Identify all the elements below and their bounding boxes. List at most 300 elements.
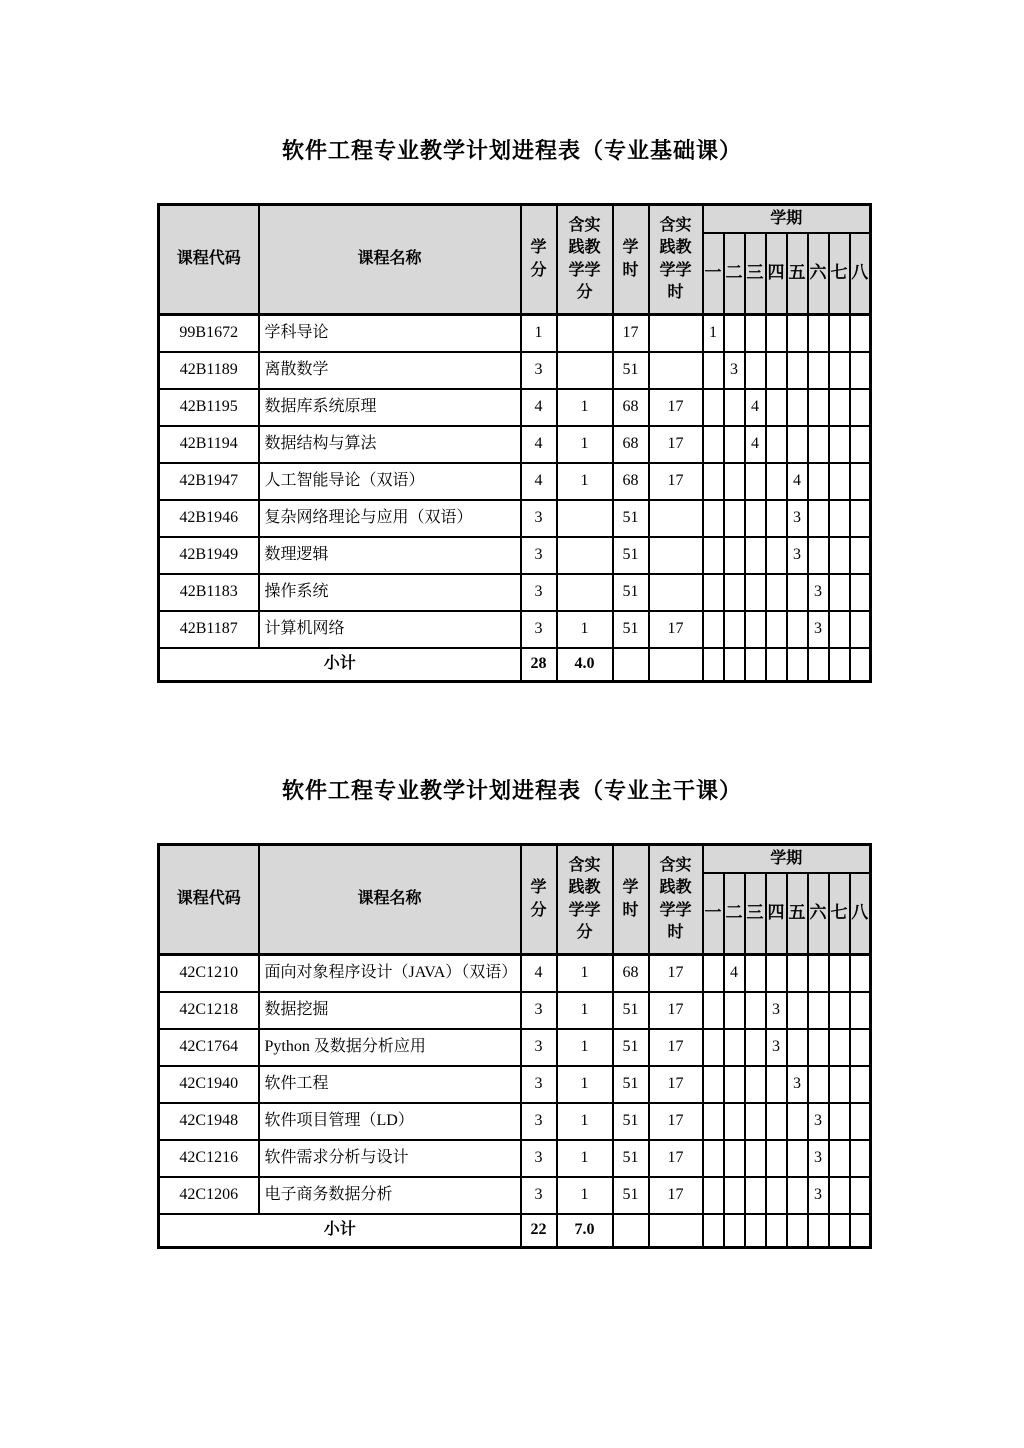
credits-cell: 3 bbox=[521, 574, 557, 611]
course-row bbox=[159, 1029, 871, 1066]
hours-cell: 51 bbox=[613, 1066, 649, 1103]
semester-5-cell: 3 bbox=[787, 1066, 808, 1103]
semester-1-cell bbox=[703, 352, 724, 389]
course-row bbox=[159, 537, 871, 574]
semester-6-cell: 3 bbox=[808, 574, 829, 611]
practice-credits-cell: 1 bbox=[557, 611, 613, 648]
semester-4-cell bbox=[766, 1177, 787, 1214]
course-name-cell: Python 及数据分析应用 bbox=[259, 1029, 521, 1066]
semester-3-cell bbox=[745, 1177, 766, 1214]
course-code-cell: 99B1672 bbox=[159, 315, 259, 352]
semester-4-cell bbox=[766, 611, 787, 648]
table-core-title: 软件工程专业教学计划进程表（专业主干课） bbox=[281, 778, 742, 803]
course-name-cell: 数理逻辑 bbox=[259, 537, 521, 574]
credits-cell: 3 bbox=[521, 1140, 557, 1177]
semester-8-cell bbox=[850, 1103, 871, 1140]
semester-6-cell: 3 bbox=[808, 1140, 829, 1177]
semester-1-cell bbox=[703, 1177, 724, 1214]
header-semester-4: 四 bbox=[766, 233, 787, 315]
hours-cell: 51 bbox=[613, 352, 649, 389]
course-name-cell: 面向对象程序设计（JAVA）（双语） bbox=[259, 955, 521, 992]
semester-3-cell: 4 bbox=[745, 426, 766, 463]
semester-2-cell bbox=[724, 537, 745, 574]
course-code-cell: 42C1218 bbox=[159, 992, 259, 1029]
semester-8-cell bbox=[850, 426, 871, 463]
course-name-cell: 软件工程 bbox=[259, 1066, 521, 1103]
semester-5-cell bbox=[787, 1029, 808, 1066]
subtotal-semester-8 bbox=[850, 648, 871, 682]
semester-2-cell bbox=[724, 1029, 745, 1066]
semester-4-cell bbox=[766, 315, 787, 352]
practice-hours-cell bbox=[649, 352, 703, 389]
semester-2-cell: 3 bbox=[724, 352, 745, 389]
semester-5-cell bbox=[787, 574, 808, 611]
subtotal-semester-6 bbox=[808, 1214, 829, 1248]
subtotal-semester-3 bbox=[745, 648, 766, 682]
practice-credits-cell: 1 bbox=[557, 1029, 613, 1066]
credits-cell: 3 bbox=[521, 537, 557, 574]
subtotal-credits: 22 bbox=[521, 1214, 557, 1248]
practice-credits-cell: 1 bbox=[557, 1177, 613, 1214]
semester-5-cell bbox=[787, 315, 808, 352]
course-row bbox=[159, 389, 871, 426]
semester-5-cell bbox=[787, 426, 808, 463]
header-row bbox=[159, 845, 871, 873]
course-name-cell: 数据库系统原理 bbox=[259, 389, 521, 426]
semester-6-cell bbox=[808, 463, 829, 500]
header-semester-group: 学期 bbox=[703, 845, 871, 873]
semester-7-cell bbox=[829, 1066, 850, 1103]
hours-cell: 51 bbox=[613, 611, 649, 648]
course-row bbox=[159, 315, 871, 352]
header-semester-6: 六 bbox=[808, 873, 829, 955]
header-row bbox=[159, 205, 871, 233]
practice-credits-cell: 1 bbox=[557, 992, 613, 1029]
header-practice-credits: 含实践教学学分 bbox=[557, 845, 613, 955]
course-row bbox=[159, 426, 871, 463]
semester-5-cell bbox=[787, 1177, 808, 1214]
course-name-cell: 数据挖掘 bbox=[259, 992, 521, 1029]
semester-3-cell bbox=[745, 1029, 766, 1066]
subtotal-semester-4 bbox=[766, 1214, 787, 1248]
semester-3-cell bbox=[745, 537, 766, 574]
semester-7-cell bbox=[829, 611, 850, 648]
course-row bbox=[159, 955, 871, 992]
semester-2-cell bbox=[724, 315, 745, 352]
practice-hours-cell: 17 bbox=[649, 389, 703, 426]
subtotal-practice-hours bbox=[649, 648, 703, 682]
semester-1-cell bbox=[703, 1103, 724, 1140]
semester-7-cell bbox=[829, 992, 850, 1029]
course-code-cell: 42C1216 bbox=[159, 1140, 259, 1177]
subtotal-label: 小计 bbox=[159, 648, 521, 682]
semester-4-cell bbox=[766, 426, 787, 463]
practice-credits-cell: 1 bbox=[557, 1066, 613, 1103]
header-course-name: 课程名称 bbox=[259, 205, 521, 315]
hours-cell: 51 bbox=[613, 1177, 649, 1214]
semester-7-cell bbox=[829, 463, 850, 500]
subtotal-semester-2 bbox=[724, 648, 745, 682]
semester-4-cell: 3 bbox=[766, 1029, 787, 1066]
semester-1-cell bbox=[703, 955, 724, 992]
table-basic-title: 软件工程专业教学计划进程表（专业基础课） bbox=[281, 138, 742, 163]
semester-2-cell bbox=[724, 574, 745, 611]
semester-1-cell bbox=[703, 426, 724, 463]
semester-4-cell bbox=[766, 1103, 787, 1140]
semester-4-cell bbox=[766, 463, 787, 500]
semester-7-cell bbox=[829, 315, 850, 352]
semester-7-cell bbox=[829, 1140, 850, 1177]
semester-6-cell: 3 bbox=[808, 1177, 829, 1214]
semester-2-cell bbox=[724, 611, 745, 648]
hours-cell: 51 bbox=[613, 574, 649, 611]
semester-4-cell: 3 bbox=[766, 992, 787, 1029]
practice-credits-cell bbox=[557, 574, 613, 611]
practice-hours-cell: 17 bbox=[649, 426, 703, 463]
hours-cell: 51 bbox=[613, 1140, 649, 1177]
course-code-cell: 42B1187 bbox=[159, 611, 259, 648]
semester-2-cell: 4 bbox=[724, 955, 745, 992]
course-row bbox=[159, 611, 871, 648]
semester-5-cell: 3 bbox=[787, 500, 808, 537]
subtotal-hours bbox=[613, 648, 649, 682]
credits-cell: 3 bbox=[521, 992, 557, 1029]
semester-8-cell bbox=[850, 611, 871, 648]
semester-7-cell bbox=[829, 955, 850, 992]
credits-cell: 3 bbox=[521, 1103, 557, 1140]
hours-cell: 68 bbox=[613, 389, 649, 426]
credits-cell: 3 bbox=[521, 1177, 557, 1214]
practice-credits-cell bbox=[557, 352, 613, 389]
header-course-name: 课程名称 bbox=[259, 845, 521, 955]
practice-hours-cell: 17 bbox=[649, 992, 703, 1029]
hours-cell: 51 bbox=[613, 500, 649, 537]
header-course-code: 课程代码 bbox=[159, 845, 259, 955]
header-hours: 学时 bbox=[613, 845, 649, 955]
header-semester-6: 六 bbox=[808, 233, 829, 315]
semester-1-cell bbox=[703, 611, 724, 648]
credits-cell: 4 bbox=[521, 955, 557, 992]
semester-7-cell bbox=[829, 426, 850, 463]
semester-8-cell bbox=[850, 1177, 871, 1214]
practice-credits-cell: 1 bbox=[557, 955, 613, 992]
course-row bbox=[159, 1066, 871, 1103]
semester-7-cell bbox=[829, 1103, 850, 1140]
semester-8-cell bbox=[850, 537, 871, 574]
semester-1-cell bbox=[703, 500, 724, 537]
course-code-cell: 42B1195 bbox=[159, 389, 259, 426]
practice-hours-cell bbox=[649, 315, 703, 352]
semester-8-cell bbox=[850, 463, 871, 500]
semester-3-cell bbox=[745, 352, 766, 389]
course-code-cell: 42C1764 bbox=[159, 1029, 259, 1066]
course-name-cell: 数据结构与算法 bbox=[259, 426, 521, 463]
course-code-cell: 42B1189 bbox=[159, 352, 259, 389]
semester-4-cell bbox=[766, 574, 787, 611]
practice-hours-cell bbox=[649, 537, 703, 574]
course-row bbox=[159, 1177, 871, 1214]
semester-3-cell bbox=[745, 955, 766, 992]
practice-credits-cell: 1 bbox=[557, 389, 613, 426]
semester-4-cell bbox=[766, 1140, 787, 1177]
semester-1-cell bbox=[703, 992, 724, 1029]
semester-8-cell bbox=[850, 1066, 871, 1103]
practice-credits-cell: 1 bbox=[557, 426, 613, 463]
course-name-cell: 电子商务数据分析 bbox=[259, 1177, 521, 1214]
semester-8-cell bbox=[850, 389, 871, 426]
practice-hours-cell bbox=[649, 500, 703, 537]
practice-hours-cell: 17 bbox=[649, 1029, 703, 1066]
semester-2-cell bbox=[724, 1103, 745, 1140]
semester-6-cell bbox=[808, 1066, 829, 1103]
semester-2-cell bbox=[724, 1066, 745, 1103]
course-code-cell: 42C1948 bbox=[159, 1103, 259, 1140]
semester-8-cell bbox=[850, 500, 871, 537]
course-code-cell: 42B1194 bbox=[159, 426, 259, 463]
semester-8-cell bbox=[850, 1140, 871, 1177]
practice-credits-cell: 1 bbox=[557, 1140, 613, 1177]
semester-1-cell bbox=[703, 1140, 724, 1177]
subtotal-semester-2 bbox=[724, 1214, 745, 1248]
hours-cell: 51 bbox=[613, 1029, 649, 1066]
semester-2-cell bbox=[724, 426, 745, 463]
semester-3-cell bbox=[745, 1103, 766, 1140]
hours-cell: 17 bbox=[613, 315, 649, 352]
header-semester-1: 一 bbox=[703, 233, 724, 315]
practice-credits-cell: 1 bbox=[557, 463, 613, 500]
semester-1-cell bbox=[703, 574, 724, 611]
semester-7-cell bbox=[829, 574, 850, 611]
course-row bbox=[159, 352, 871, 389]
header-semester-1: 一 bbox=[703, 873, 724, 955]
semester-1-cell: 1 bbox=[703, 315, 724, 352]
subtotal-practice-hours bbox=[649, 1214, 703, 1248]
semester-5-cell bbox=[787, 611, 808, 648]
semester-3-cell bbox=[745, 1066, 766, 1103]
header-practice-hours: 含实践教学学时 bbox=[649, 205, 703, 315]
header-semester-7: 七 bbox=[829, 873, 850, 955]
course-row bbox=[159, 1140, 871, 1177]
credits-cell: 3 bbox=[521, 500, 557, 537]
semester-3-cell bbox=[745, 315, 766, 352]
semester-3-cell bbox=[745, 992, 766, 1029]
subtotal-semester-8 bbox=[850, 1214, 871, 1248]
semester-3-cell bbox=[745, 611, 766, 648]
semester-4-cell bbox=[766, 389, 787, 426]
practice-hours-cell: 17 bbox=[649, 1177, 703, 1214]
course-code-cell: 42C1210 bbox=[159, 955, 259, 992]
credits-cell: 4 bbox=[521, 389, 557, 426]
hours-cell: 51 bbox=[613, 992, 649, 1029]
course-row bbox=[159, 463, 871, 500]
hours-cell: 51 bbox=[613, 537, 649, 574]
practice-hours-cell: 17 bbox=[649, 1103, 703, 1140]
course-name-cell: 学科导论 bbox=[259, 315, 521, 352]
course-name-cell: 人工智能导论（双语） bbox=[259, 463, 521, 500]
course-name-cell: 软件需求分析与设计 bbox=[259, 1140, 521, 1177]
header-semester-4: 四 bbox=[766, 873, 787, 955]
semester-7-cell bbox=[829, 352, 850, 389]
semester-4-cell bbox=[766, 500, 787, 537]
semester-6-cell bbox=[808, 1029, 829, 1066]
course-name-cell: 复杂网络理论与应用（双语） bbox=[259, 500, 521, 537]
course-row bbox=[159, 1103, 871, 1140]
semester-5-cell bbox=[787, 1103, 808, 1140]
hours-cell: 68 bbox=[613, 955, 649, 992]
practice-credits-cell bbox=[557, 500, 613, 537]
semester-5-cell bbox=[787, 1140, 808, 1177]
subtotal-semester-7 bbox=[829, 1214, 850, 1248]
semester-2-cell bbox=[724, 1140, 745, 1177]
header-semester-5: 五 bbox=[787, 233, 808, 315]
semester-8-cell bbox=[850, 315, 871, 352]
course-code-cell: 42B1946 bbox=[159, 500, 259, 537]
semester-6-cell bbox=[808, 537, 829, 574]
header-credits: 学分 bbox=[521, 205, 557, 315]
credits-cell: 4 bbox=[521, 463, 557, 500]
semester-5-cell bbox=[787, 992, 808, 1029]
header-semester-5: 五 bbox=[787, 873, 808, 955]
semester-7-cell bbox=[829, 1177, 850, 1214]
subtotal-practice-credits: 4.0 bbox=[557, 648, 613, 682]
semester-6-cell bbox=[808, 426, 829, 463]
header-course-code: 课程代码 bbox=[159, 205, 259, 315]
credits-cell: 4 bbox=[521, 426, 557, 463]
course-name-cell: 离散数学 bbox=[259, 352, 521, 389]
header-semester-group: 学期 bbox=[703, 205, 871, 233]
semester-3-cell bbox=[745, 500, 766, 537]
subtotal-semester-7 bbox=[829, 648, 850, 682]
semester-5-cell: 3 bbox=[787, 537, 808, 574]
semester-6-cell bbox=[808, 955, 829, 992]
subtotal-label: 小计 bbox=[159, 1214, 521, 1248]
course-code-cell: 42B1949 bbox=[159, 537, 259, 574]
semester-1-cell bbox=[703, 1066, 724, 1103]
semester-6-cell bbox=[808, 389, 829, 426]
subtotal-row bbox=[159, 1214, 871, 1248]
course-code-cell: 42B1183 bbox=[159, 574, 259, 611]
subtotal-semester-5 bbox=[787, 1214, 808, 1248]
credits-cell: 3 bbox=[521, 1029, 557, 1066]
course-name-cell: 操作系统 bbox=[259, 574, 521, 611]
header-semester-2: 二 bbox=[724, 873, 745, 955]
practice-credits-cell bbox=[557, 315, 613, 352]
semester-7-cell bbox=[829, 389, 850, 426]
semester-6-cell: 3 bbox=[808, 611, 829, 648]
subtotal-hours bbox=[613, 1214, 649, 1248]
hours-cell: 68 bbox=[613, 463, 649, 500]
semester-3-cell: 4 bbox=[745, 389, 766, 426]
semester-6-cell bbox=[808, 315, 829, 352]
semester-2-cell bbox=[724, 389, 745, 426]
subtotal-semester-6 bbox=[808, 648, 829, 682]
subtotal-credits: 28 bbox=[521, 648, 557, 682]
semester-6-cell bbox=[808, 500, 829, 537]
semester-4-cell bbox=[766, 537, 787, 574]
practice-credits-cell: 1 bbox=[557, 1103, 613, 1140]
semester-5-cell bbox=[787, 389, 808, 426]
semester-5-cell: 4 bbox=[787, 463, 808, 500]
semester-8-cell bbox=[850, 955, 871, 992]
course-row bbox=[159, 992, 871, 1029]
semester-2-cell bbox=[724, 1177, 745, 1214]
semester-5-cell bbox=[787, 955, 808, 992]
header-practice-hours: 含实践教学学时 bbox=[649, 845, 703, 955]
semester-6-cell: 3 bbox=[808, 1103, 829, 1140]
practice-hours-cell: 17 bbox=[649, 955, 703, 992]
header-semester-7: 七 bbox=[829, 233, 850, 315]
header-hours: 学时 bbox=[613, 205, 649, 315]
subtotal-semester-5 bbox=[787, 648, 808, 682]
header-semester-2: 二 bbox=[724, 233, 745, 315]
course-name-cell: 计算机网络 bbox=[259, 611, 521, 648]
semester-8-cell bbox=[850, 352, 871, 389]
practice-credits-cell bbox=[557, 537, 613, 574]
semester-3-cell bbox=[745, 574, 766, 611]
practice-hours-cell bbox=[649, 574, 703, 611]
semester-7-cell bbox=[829, 500, 850, 537]
course-name-cell: 软件项目管理（LD） bbox=[259, 1103, 521, 1140]
semester-4-cell bbox=[766, 352, 787, 389]
subtotal-semester-4 bbox=[766, 648, 787, 682]
credits-cell: 3 bbox=[521, 352, 557, 389]
credits-cell: 3 bbox=[521, 611, 557, 648]
header-semester-8: 八 bbox=[850, 873, 871, 955]
header-credits: 学分 bbox=[521, 845, 557, 955]
course-table-core bbox=[157, 843, 872, 1249]
semester-7-cell bbox=[829, 1029, 850, 1066]
subtotal-semester-1 bbox=[703, 648, 724, 682]
practice-hours-cell: 17 bbox=[649, 1140, 703, 1177]
subtotal-practice-credits: 7.0 bbox=[557, 1214, 613, 1248]
header-practice-credits: 含实践教学学分 bbox=[557, 205, 613, 315]
course-row bbox=[159, 574, 871, 611]
semester-1-cell bbox=[703, 389, 724, 426]
subtotal-semester-1 bbox=[703, 1214, 724, 1248]
course-table-basic bbox=[157, 203, 872, 683]
hours-cell: 51 bbox=[613, 1103, 649, 1140]
semester-7-cell bbox=[829, 537, 850, 574]
semester-1-cell bbox=[703, 537, 724, 574]
semester-3-cell bbox=[745, 1140, 766, 1177]
semester-4-cell bbox=[766, 955, 787, 992]
semester-4-cell bbox=[766, 1066, 787, 1103]
semester-1-cell bbox=[703, 1029, 724, 1066]
semester-8-cell bbox=[850, 1029, 871, 1066]
header-semester-3: 三 bbox=[745, 233, 766, 315]
practice-hours-cell: 17 bbox=[649, 463, 703, 500]
subtotal-row bbox=[159, 648, 871, 682]
semester-6-cell bbox=[808, 992, 829, 1029]
semester-5-cell bbox=[787, 352, 808, 389]
semester-2-cell bbox=[724, 992, 745, 1029]
course-code-cell: 42C1206 bbox=[159, 1177, 259, 1214]
semester-6-cell bbox=[808, 352, 829, 389]
practice-hours-cell: 17 bbox=[649, 611, 703, 648]
credits-cell: 1 bbox=[521, 315, 557, 352]
course-code-cell: 42C1940 bbox=[159, 1066, 259, 1103]
semester-8-cell bbox=[850, 574, 871, 611]
credits-cell: 3 bbox=[521, 1066, 557, 1103]
semester-3-cell bbox=[745, 463, 766, 500]
practice-hours-cell: 17 bbox=[649, 1066, 703, 1103]
header-semester-8: 八 bbox=[850, 233, 871, 315]
subtotal-semester-3 bbox=[745, 1214, 766, 1248]
semester-2-cell bbox=[724, 463, 745, 500]
course-code-cell: 42B1947 bbox=[159, 463, 259, 500]
hours-cell: 68 bbox=[613, 426, 649, 463]
semester-1-cell bbox=[703, 463, 724, 500]
